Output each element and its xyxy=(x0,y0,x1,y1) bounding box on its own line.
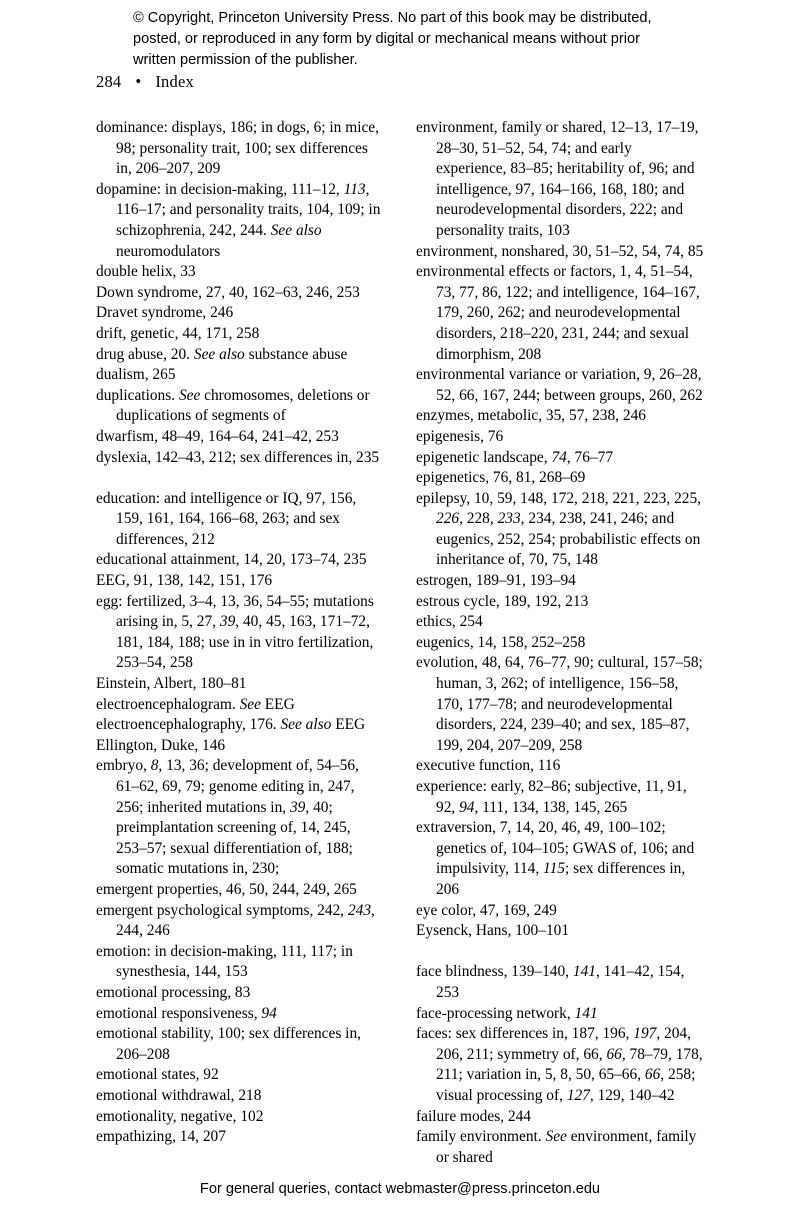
index-entry: evolution, 48, 64, 76–77, 90; cultural, 157–58; human, 3, 262; of intelligence, 156–58, 170, 177–78; and neurodevelopmental disorders, 224, 239–40; and sex, 185–87, 199, 204, 207–209, 258 xyxy=(416,654,703,754)
index-entry: enzymes, metabolic, 35, 57, 238, 246 xyxy=(416,407,646,425)
index-entry: Down syndrome, 27, 40, 162–63, 246, 253 xyxy=(96,283,360,301)
index-entry: Ellington, Duke, 146 xyxy=(96,736,226,754)
running-head xyxy=(96,72,194,92)
index-entry: faces: sex differences in, 187, 196, 197, 204, 206, 211; symmetry of, 66, 66, 78–79, 178, 211; variation in, 5, 8, 50, 65–66, 66, 258; visual processing of, 127, 129, 140–42 xyxy=(416,1025,703,1104)
index-entry: drift, genetic, 44, 171, 258 xyxy=(96,324,260,342)
index-entry: Einstein, Albert, 180–81 xyxy=(96,675,247,693)
index-entry: empathizing, 14, 207 xyxy=(96,1128,226,1146)
index-entry: estrogen, 189–91, 193–94 xyxy=(416,572,576,590)
index-entry: dominance: displays, 186; in dogs, 6; in mice, 98; personality trait, 100; sex differences in, 206–207, 209 xyxy=(96,119,379,178)
index-entry: emotion: in decision-making, 111, 117; in synesthesia, 144, 153 xyxy=(96,942,353,981)
index-entry: electroencephalogram. See EEG xyxy=(96,695,295,713)
index-entry: dualism, 265 xyxy=(96,366,176,384)
index-entry: ethics, 254 xyxy=(416,613,483,631)
index-entry: electroencephalography, 176. See also EEG xyxy=(96,716,366,734)
index-entry: emotional states, 92 xyxy=(96,1066,219,1084)
index-entry: emotionality, negative, 102 xyxy=(96,1107,264,1125)
section-title: Index xyxy=(155,72,194,91)
index-entry: duplications. See chromosomes, deletions or duplications of segments of xyxy=(96,386,370,425)
index-entry: environment, nonshared, 30, 51–52, 54, 74, 85 xyxy=(416,242,704,260)
page-number: 284 xyxy=(96,72,122,91)
index-entry: experience: early, 82–86; subjective, 11, 91, 92, 94, 111, 134, 138, 145, 265 xyxy=(416,778,687,816)
folio-separator: • xyxy=(135,72,142,91)
index-entry: educational attainment, 14, 20, 173–74, 235 xyxy=(96,551,367,569)
index-entry: dwarfism, 48–49, 164–64, 241–42, 253 xyxy=(96,427,339,445)
index-entry: environmental effects or factors, 1, 4, 51–54, 73, 77, 86, 122; and intelligence, 164–167, 179, 260, 262; and neurodevelopmental disorders, 218–220, 231, 244; and sexual dimorphism, 208 xyxy=(416,263,700,363)
index-entry: emotional withdrawal, 218 xyxy=(96,1086,262,1104)
index-group-gap xyxy=(416,942,704,963)
index-entry: face blindness, 139–140, 141, 141–42, 154, 253 xyxy=(416,963,685,1001)
index-entry: epigenetics, 76, 81, 268–69 xyxy=(416,469,586,487)
index-entry: family environment. See environment, family or shared xyxy=(416,1128,697,1166)
index-group-gap xyxy=(96,468,384,489)
index-entry: drug abuse, 20. See also substance abuse xyxy=(96,345,348,363)
index-entry: estrous cycle, 189, 192, 213 xyxy=(416,592,589,610)
index-entry: eye color, 47, 169, 249 xyxy=(416,901,557,919)
index-entry: dopamine: in decision-making, 111–12, 113, 116–17; and personality traits, 104, 109; in schizophrenia, 242, 244. See also neuromodulators xyxy=(96,180,381,260)
page-footer: For general queries, contact webmaster@press.princeton.edu xyxy=(199,1181,601,1197)
index-entry: emergent psychological symptoms, 242, 243, 244, 246 xyxy=(96,901,375,940)
index-entry: egg: fertilized, 3–4, 13, 36, 54–55; mutations arising in, 5, 27, 39, 40, 45, 163, 171–72, 181, 184, 188; use in in vitro fertilization, 253–54, 258 xyxy=(96,592,374,672)
index-entry: failure modes, 244 xyxy=(416,1107,531,1125)
index-entry: epigenetic landscape, 74, 76–77 xyxy=(416,448,614,466)
index-entry: emotional stability, 100; sex differences in, 206–208 xyxy=(96,1025,361,1063)
index-entry: executive function, 116 xyxy=(416,757,561,775)
index-entry: emotional processing, 83 xyxy=(96,983,251,1001)
index-column-left xyxy=(96,118,384,1148)
index-entry: environment, family or shared, 12–13, 17–19, 28–30, 51–52, 54, 74; and early experience, 83–85; heritability of, 96; and intelligence, 97, 164–166, 168, 180; and neurodevelopmental disorders, 222; and personality traits, 103 xyxy=(416,119,699,239)
index-entry: EEG, 91, 138, 142, 151, 176 xyxy=(96,572,273,590)
index-entry: dyslexia, 142–43, 212; sex differences in, 235 xyxy=(96,448,380,466)
index-entry: extraversion, 7, 14, 20, 46, 49, 100–102; genetics of, 104–105; GWAS of, 106; and impulsivity, 114, 115; sex differences in, 206 xyxy=(416,819,695,898)
index-entry: face-processing network, 141 xyxy=(416,1004,598,1022)
index-entry: epilepsy, 10, 59, 148, 172, 218, 221, 223, 225, 226, 228, 233, 234, 238, 241, 246; and eugenics, 252, 254; probabilistic effects on inheritance of, 70, 75, 148 xyxy=(416,489,701,569)
index-entry: epigenesis, 76 xyxy=(416,427,504,445)
index-entry: emergent properties, 46, 50, 244, 249, 265 xyxy=(96,880,357,898)
index-entry: environmental variance or variation, 9, 26–28, 52, 66, 167, 244; between groups, 260, 262 xyxy=(416,366,703,404)
index-entry: double helix, 33 xyxy=(96,263,196,281)
index-entry: Eysenck, Hans, 100–101 xyxy=(416,922,570,940)
index-entry: education: and intelligence or IQ, 97, 156, 159, 161, 164, 166–68, 263; and sex differences, 212 xyxy=(96,489,357,548)
index-entry: Dravet syndrome, 246 xyxy=(96,304,234,322)
index-entry: embryo, 8, 13, 36; development of, 54–56, 61–62, 69, 79; genome editing in, 247, 256; inherited mutations in, 39, 40; preimplantation screening of, 14, 245, 253–57; sexual differentiation of, 188; somatic mutations in, 230; xyxy=(96,757,359,878)
index-entry: eugenics, 14, 158, 252–258 xyxy=(416,633,586,651)
index-entry: emotional responsiveness, 94 xyxy=(96,1004,277,1022)
copyright-notice: © Copyright, Princeton University Press. No part of this book may be distributed, posted, or reproduced in any form by digital or mechanical means without prior written permission of the publisher. xyxy=(133,10,652,68)
index-column-right xyxy=(416,118,704,1168)
